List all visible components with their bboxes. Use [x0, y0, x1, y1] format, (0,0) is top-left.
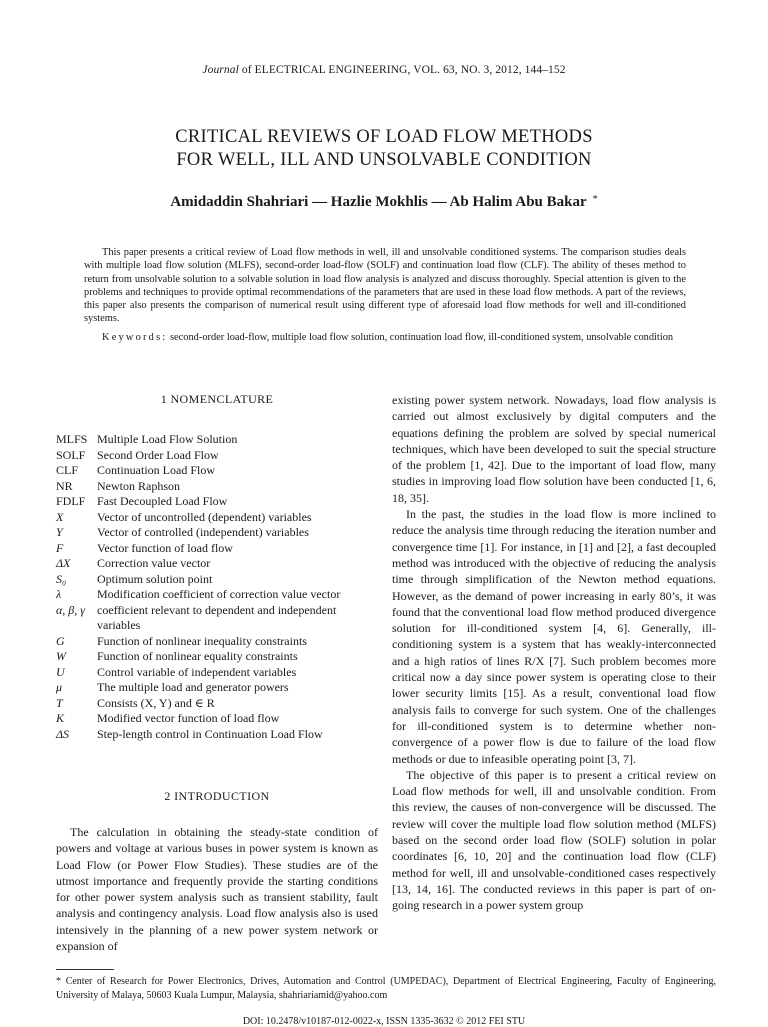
nomenclature-symbol: T [56, 695, 63, 710]
nomenclature-description: Control variable of independent variables [97, 664, 297, 679]
title-line-1: CRITICAL REVIEWS OF LOAD FLOW METHODS [175, 127, 593, 147]
nomenclature-symbol: MLFS [56, 432, 88, 446]
nomenclature-row [56, 510, 378, 526]
nomenclature-symbol: Y [56, 525, 63, 539]
nomenclature-description: Vector of controlled (independent) variables [97, 525, 309, 539]
nomenclature-symbol: G [56, 633, 65, 648]
nomenclature-description: Step-length control in Continuation Load Flow [97, 726, 323, 741]
paper-title [0, 126, 768, 172]
nomenclature-heading: 1 NOMENCLATURE [160, 392, 274, 406]
nomenclature-symbol: X [56, 509, 64, 524]
nomenclature-row [56, 463, 378, 479]
nomenclature-description: Newton Raphson [97, 478, 180, 493]
nomenclature-row [56, 603, 378, 634]
author-footnote-mark: * [592, 194, 598, 205]
nomenclature-description: The multiple load and generator powers [97, 680, 289, 694]
left-column [56, 392, 378, 954]
nomenclature-row [56, 541, 378, 557]
nomenclature-row [56, 634, 378, 650]
authors-text: Amidaddin Shahriari — Hazlie Mokhlis — Ab Halim Abu Bakar [170, 194, 587, 210]
keywords [84, 331, 686, 344]
nomenclature-row [56, 665, 378, 681]
nomenclature-row [56, 556, 378, 572]
nomenclature-description: Function of nonlinear inequality constraints [97, 633, 307, 648]
nomenclature-symbol: K [56, 711, 65, 725]
nomenclature-description: Vector of uncontrolled (dependent) variables [97, 509, 312, 524]
nomenclature-description: Consists (X, Y) and ∈ R [97, 695, 215, 710]
doi-footer: DOI: 10.2478/v10187-012-0022-x, ISSN 1335-3632 © 2012 FEI STU [242, 1016, 526, 1027]
nomenclature-row [56, 711, 378, 727]
nomenclature-row [56, 525, 378, 541]
nomenclature-symbol: F [56, 540, 64, 555]
nomenclature-description: Multiple Load Flow Solution [97, 432, 238, 446]
abstract: This paper presents a critical review of Load flow methods in well, ill and unsolvable conditioned systems. The comparison studies deals with multiple load flow solution (MLFS), second-order load-flow (SOLF) and continuation load flow (CLF). The ability of theses method to return from unsolvable solution to a solvable solution in load flow analysis is analyzed and discuss thoroughly. Special attention is given to the problems and techniques to provide optimal recommendations of the parameters that are used in these load flow methods. A part of the reviews, this paper also presents the comparison of numerical result using different type of aforesaid load flow methods for well and ill-conditioned systems. [84, 247, 686, 325]
nomenclature-symbol: CLF [56, 463, 79, 477]
nomenclature-description: Second Order Load Flow [97, 447, 219, 462]
right-paragraph-2: In the past, the studies in the load flow is more inclined to reduce the analysis time through reducing the iteration number and convergence time [1]. For instance, in [1] and [2], a fast decoupled method was introduced with the objective of reducing the analysis time through simplification of the Newton method equations. However, as the demand of power increasing in early 80’s, it was found that the conventional load flow method produced divergence solution for ill-conditioned system [4, 6]. Generally, ill-conditioning system is a system that has weakly-interconnected and a high ratios of lines R/X [7]. Such problem becomes more critical now a day since power system is operating close to their lower security limits [15]. As a result, conventional load flow analysis fails to converge for such system. One of the challenges for ill-conditioned system is to determine whether non-convergence of a power flow is due to failure of the load flow methods or due to infeasible operating point [3, 7]. [392, 507, 716, 766]
footnote-rule [56, 969, 114, 970]
nomenclature-symbol: λ [56, 587, 62, 601]
nomenclature-description: Correction value vector [97, 556, 211, 570]
nomenclature-row [56, 696, 378, 712]
nomenclature-description: Vector function of load flow [97, 540, 233, 555]
right-paragraph-3: The objective of this paper is to present a critical review on Load flow methods for well, ill and unsolvable condition. From this review, the causes of non-convergence will be discussed. The review will cover the multiple load flow solution method (MLFS) based on the second order load flow (SOLF) solution in polar coordinates [6, 10, 20] and the continuation load flow (CLF) method for well, ill and unsolvable-conditioned cases respectively [13, 14, 16]. The conducted reviews in this paper is part of on-going research in a power system group [392, 767, 716, 913]
introduction-heading: 2 INTRODUCTION [164, 789, 270, 803]
nomenclature-row [56, 649, 378, 665]
nomenclature-row [56, 727, 378, 743]
nomenclature-row [56, 448, 378, 464]
affiliation-footnote [56, 975, 716, 1002]
nomenclature-row [56, 432, 378, 448]
nomenclature-description: coefficient relevant to dependent and independent variables [97, 602, 337, 632]
introduction-paragraph: The calculation in obtaining the steady-state condition of powers and voltage at various buses in power system is known as Load Flow (or Power Flow Studies). These studies are of the utmost importance and frequently provide the starting conditions for other power system analysis such as transient stability, fault analysis and contingency analysis. Load flow analysis also is used intensively in the planning of a new power system network or expansion of [56, 825, 378, 954]
nomenclature-description: Optimum solution point [97, 571, 213, 586]
right-column [392, 392, 716, 914]
nomenclature-description: Modified vector function of load flow [97, 711, 280, 725]
journal-prefix: Journal [202, 64, 239, 76]
right-paragraph-1: existing power system network. Nowadays, load flow analysis is carried out almost exclusively by digital computers and the equations defining the problem are solved by special numerical techniques, which have been developed to suit the special structure of the problem [1, 42]. Due to the important of load flow, many studies in improving load flow solution have been conducted [1, 6, 18, 35]. [392, 393, 716, 505]
nomenclature-symbol: S₀ [56, 571, 67, 586]
nomenclature-symbol: α, β, γ [56, 602, 86, 617]
nomenclature-description: Continuation Load Flow [97, 463, 215, 477]
nomenclature-row [56, 572, 378, 588]
nomenclature-row [56, 587, 378, 603]
nomenclature-symbol: ΔX [56, 556, 71, 570]
nomenclature-symbol: W [56, 649, 66, 663]
nomenclature-description: Fast Decoupled Load Flow [97, 494, 228, 508]
journal-header [0, 64, 768, 76]
nomenclature-description: Function of nonlinear equality constraints [97, 649, 298, 663]
title-line-2: FOR WELL, ILL AND UNSOLVABLE CONDITION [176, 150, 592, 170]
keywords-text: second-order load-flow, multiple load flow solution, continuation load flow, ill-conditioned system, unsolvable condition [170, 332, 674, 343]
nomenclature-symbol: FDLF [56, 494, 86, 508]
nomenclature-list [56, 432, 378, 742]
keywords-label: Keywords: [102, 332, 168, 343]
nomenclature-symbol: ΔS [56, 726, 70, 741]
nomenclature-description: Modification coefficient of correction value vector [97, 587, 341, 601]
author-list [0, 194, 768, 211]
nomenclature-row [56, 494, 378, 510]
nomenclature-symbol: SOLF [56, 447, 86, 462]
nomenclature-row [56, 479, 378, 495]
nomenclature-symbol: NR [56, 478, 73, 493]
nomenclature-symbol: μ [56, 680, 63, 694]
nomenclature-row [56, 680, 378, 696]
footnote-text: Center of Research for Power Electronics, Drives, Automation and Control (UMPEDAC), Department of Electrical Engineering, Faculty of Engineering, University of Malaya, 50603 Kuala Lumpur, Malaysia, shahriariamid@yahoo.com [56, 976, 716, 1001]
footnote-mark: * [56, 976, 61, 987]
journal-citation: of ELECTRICAL ENGINEERING, VOL. 63, NO. 3, 2012, 144–152 [241, 64, 566, 76]
nomenclature-symbol: U [56, 664, 65, 679]
